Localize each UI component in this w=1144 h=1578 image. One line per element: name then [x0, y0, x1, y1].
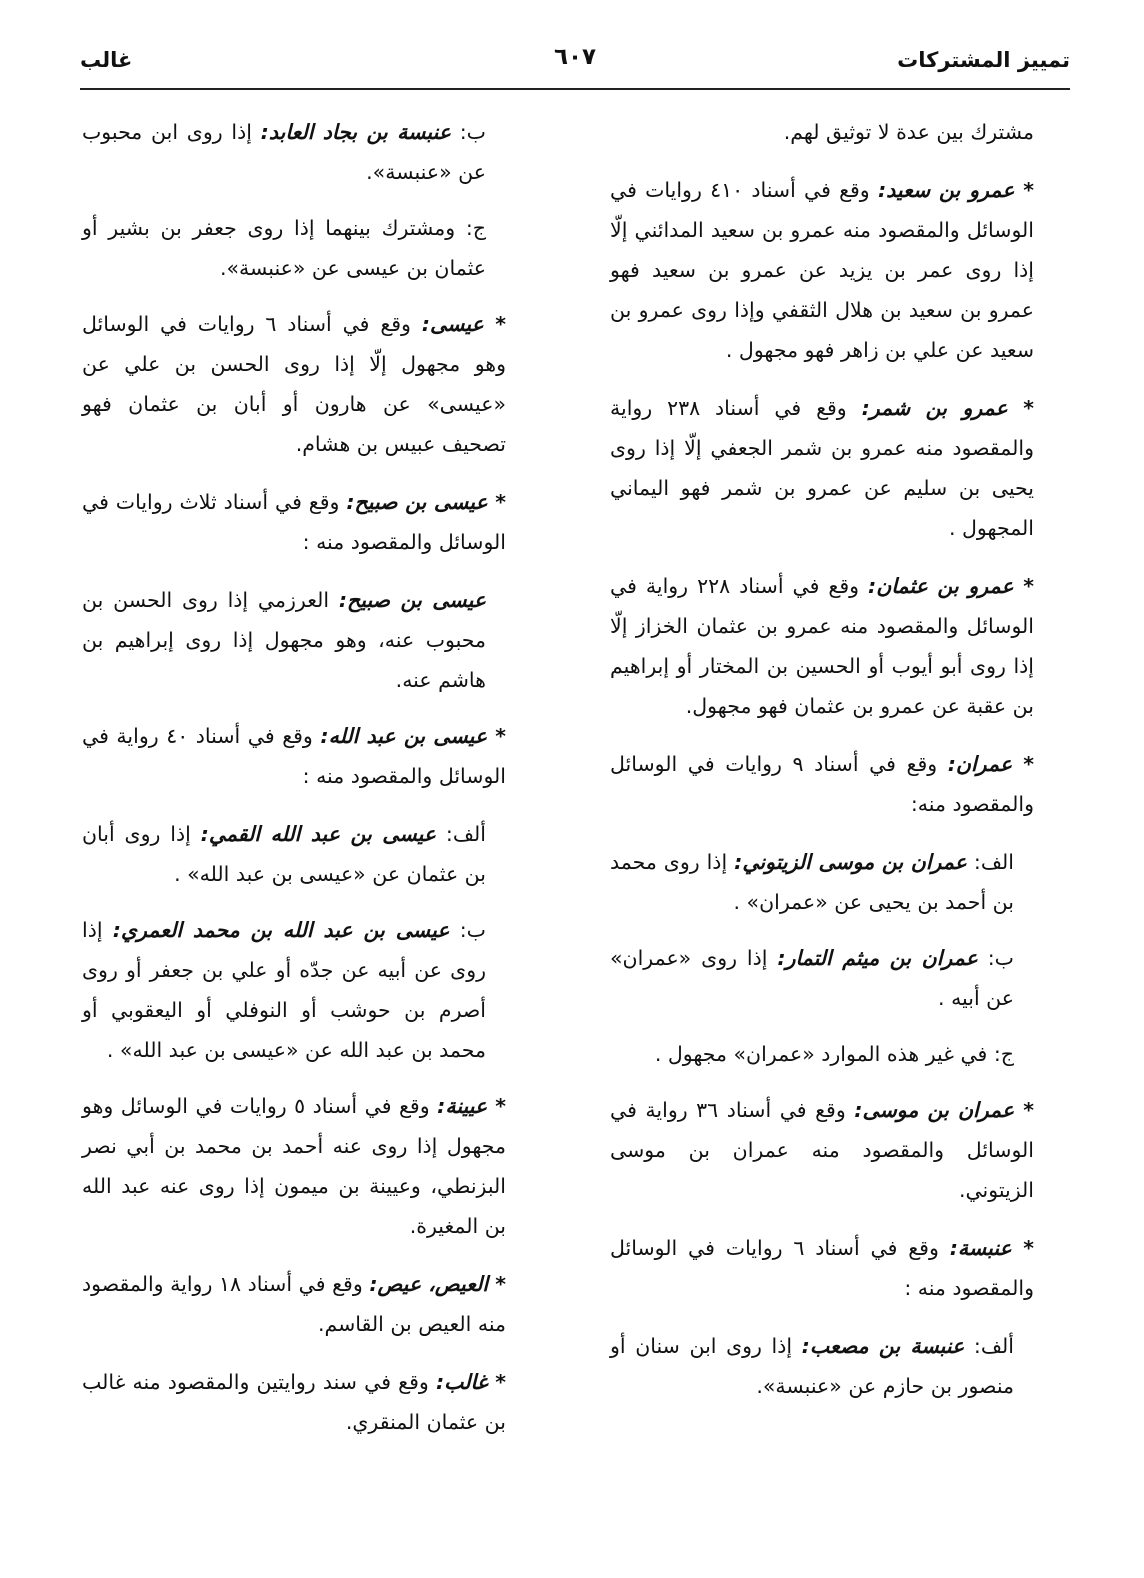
entry — [610, 1228, 1034, 1308]
sub-label: ب: — [459, 120, 486, 144]
left-column — [82, 112, 506, 1460]
bullet-star: * — [487, 1370, 506, 1394]
sub-label: ألف: — [973, 1334, 1014, 1358]
entry-text: وقع في أسناد ٢٣٨ رواية والمقصود منه عمرو بن شمر الجعفي إلّا إذا روى يحيى بن سليم عن عمرو بن شمر فهو اليماني المجهول . — [610, 396, 1034, 540]
headword: عيسى بن عبد الله القمي: — [200, 822, 437, 846]
headword: عمرو بن شمر: — [861, 396, 1008, 420]
bullet-star: * — [1011, 1236, 1034, 1260]
entry-paragraph — [82, 1362, 506, 1442]
sub-entry — [82, 910, 486, 1070]
entry — [610, 170, 1034, 370]
bullet-star: * — [487, 724, 506, 748]
running-headword: غالب — [80, 48, 133, 72]
entry-text: وقع في أسناد ٦ روايات في الوسائل والمقصود منه : — [610, 1236, 1034, 1300]
bullet-star: * — [488, 1272, 506, 1296]
sub-label: ألف: — [445, 822, 486, 846]
entry-paragraph — [610, 170, 1034, 370]
sub-entry — [82, 580, 486, 700]
entry-text: وقع في أسناد ٦ روايات في الوسائل وهو مجهول إلّا إذا روى الحسن بن علي عن «عيسى» عن هارون أو أبان بن عثمان فهو تصحيف عبيس بن هشام. — [82, 312, 506, 456]
sub-label: الف: — [973, 850, 1014, 874]
headword: عمران: — [947, 752, 1013, 776]
entry-text: مشترك بين عدة لا توثيق لهم. — [783, 120, 1034, 144]
entry-text: وقع في أسناد ٤٠ رواية في الوسائل والمقصود منه : — [82, 724, 506, 788]
entry-text: وقع في أسناد ٥ روايات في الوسائل وهو مجهول إذا روى عنه أحمد بن محمد بن أبي نصر البزنطي، وعيينة بن ميمون إذا روى عنه عبد الله بن المغيرة. — [82, 1094, 506, 1238]
entry-text: وقع في أسناد ٣٦ رواية في الوسائل والمقصود منه عمران بن موسى الزيتوني. — [610, 1098, 1034, 1202]
headword: عيسى بن عبد الله: — [320, 724, 488, 748]
entry-paragraph — [82, 482, 506, 562]
entry-text: وقع في أسناد ٢٢٨ رواية في الوسائل والمقصود منه عمرو بن عثمان الخزاز إلّا إذا روى أبو أيوب أو الحسين بن المختار أو إبراهيم بن عقبة عن عمرو بن عثمان فهو مجهول. — [610, 574, 1034, 718]
entry-paragraph — [610, 112, 1034, 152]
entry-paragraph — [610, 1034, 1014, 1074]
entry-text: إذا روى ابن محبوب عن «عنبسة». — [82, 120, 486, 184]
headword: عيسى بن صبيح: — [338, 588, 486, 612]
entry-paragraph — [82, 1264, 506, 1344]
entry — [82, 1362, 506, 1442]
entry-paragraph — [610, 388, 1034, 548]
entry-text: ومشترك بينهما إذا روى جعفر بن بشير أو عثمان بن عيسى عن «عنبسة». — [82, 216, 486, 280]
headword: غالب: — [435, 1370, 488, 1394]
entry-text: وقع في أسناد ٤١٠ روايات في الوسائل والمقصود منه عمرو بن سعيد المدائني إلّا إذا روى عمر بن يزيد عن عمرو بن سعيد فهو عمرو بن سعيد بن هلال الثقفي وإذا روى عمرو بن سعيد عن علي بن زاهر فهو مجهول . — [610, 178, 1034, 362]
entry — [610, 744, 1034, 824]
entry-paragraph — [610, 938, 1014, 1018]
headword: عمرو بن عثمان: — [868, 574, 1014, 598]
sub-entry — [82, 814, 486, 894]
sub-entry — [82, 112, 486, 192]
bullet-star: * — [1014, 1098, 1034, 1122]
entry-paragraph — [82, 910, 486, 1070]
entry-paragraph — [82, 716, 506, 796]
entry — [610, 388, 1034, 548]
entry-text: وقع في أسناد ثلاث روايات في الوسائل والمقصود منه : — [82, 490, 506, 554]
plain-text — [610, 112, 1034, 152]
headword: عمران بن ميثم التمار: — [777, 946, 978, 970]
headword: عيسى بن صبيح: — [346, 490, 488, 514]
entry-paragraph — [82, 1086, 506, 1246]
entry-paragraph — [610, 842, 1014, 922]
entry — [82, 1086, 506, 1246]
entry-text: إذا روى «عمران» عن أبيه . — [610, 946, 1014, 1010]
sub-entry — [610, 1034, 1014, 1074]
entry-text: إذا روى ابن سنان أو منصور بن حازم عن «عنبسة». — [610, 1334, 1014, 1398]
bullet-star: * — [487, 1094, 506, 1118]
headword: عمران بن موسى: — [854, 1098, 1015, 1122]
bullet-star: * — [1014, 178, 1034, 202]
entry — [610, 566, 1034, 726]
bullet-star: * — [487, 490, 506, 514]
entry-paragraph — [610, 1326, 1014, 1406]
entry-paragraph — [82, 112, 486, 192]
entry-paragraph — [82, 304, 506, 464]
headword: عيينة: — [437, 1094, 488, 1118]
entry-text: وقع في أسناد ٩ روايات في الوسائل والمقصود منه: — [610, 752, 1034, 816]
entry-paragraph — [610, 744, 1034, 824]
entry — [82, 304, 506, 464]
bullet-star: * — [1012, 752, 1034, 776]
sub-label: ب: — [459, 918, 486, 942]
entry-paragraph — [610, 566, 1034, 726]
sub-entry — [610, 842, 1014, 922]
headword: عنبسة بن بجاد العابد: — [260, 120, 452, 144]
headword: عمرو بن سعيد: — [877, 178, 1015, 202]
entry — [610, 1090, 1034, 1210]
headword: عنبسة: — [949, 1236, 1012, 1260]
entry-text: وقع في أسناد ١٨ رواية والمقصود منه العيص بن القاسم. — [82, 1272, 506, 1336]
entry-paragraph — [82, 814, 486, 894]
entry-paragraph — [82, 208, 486, 288]
sub-label: ج: — [993, 1042, 1014, 1066]
sub-label: ب: — [987, 946, 1014, 970]
bullet-star: * — [483, 312, 506, 336]
entry-paragraph — [82, 580, 486, 700]
entry — [82, 716, 506, 796]
entry-text: العرزمي إذا روى الحسن بن محبوب عنه، وهو مجهول إذا روى إبراهيم بن هاشم عنه. — [82, 588, 486, 692]
entry-text: وقع في سند روايتين والمقصود منه غالب بن عثمان المنقري. — [82, 1370, 506, 1434]
sub-entry — [82, 208, 486, 288]
sub-entry — [610, 938, 1014, 1018]
bullet-star: * — [1013, 574, 1034, 598]
page-header — [80, 40, 1070, 90]
headword: عيسى: — [421, 312, 484, 336]
entry-text: في غير هذه الموارد «عمران» مجهول . — [654, 1042, 988, 1066]
entry-paragraph — [610, 1090, 1034, 1210]
headword: عنبسة بن مصعب: — [801, 1334, 965, 1358]
entry — [82, 1264, 506, 1344]
entry-text: إذا روى محمد بن أحمد بن يحيى عن «عمران» . — [610, 850, 1014, 914]
running-title: تمييز المشتركات — [897, 48, 1070, 72]
entry-text: إذا روى عن أبيه عن جدّه أو علي بن جعفر أو روى أصرم بن حوشب أو النوفلي أو اليعقوبي أو محمد بن عبد الله عن «عيسى بن عبد الله» . — [82, 918, 486, 1062]
bullet-star: * — [1007, 396, 1034, 420]
right-column — [610, 112, 1034, 1422]
sub-entry — [610, 1326, 1014, 1406]
entry — [82, 482, 506, 562]
sub-label: ج: — [465, 216, 486, 240]
headword: عيسى بن عبد الله بن محمد العمري: — [112, 918, 450, 942]
headword: عمران بن موسى الزيتوني: — [734, 850, 967, 874]
entry-text: إذا روى أبان بن عثمان عن «عيسى بن عبد الله» . — [82, 822, 486, 886]
page-number: ٦٠٧ — [553, 44, 597, 70]
headword: العيص، عيص: — [369, 1272, 489, 1296]
entry-paragraph — [610, 1228, 1034, 1308]
